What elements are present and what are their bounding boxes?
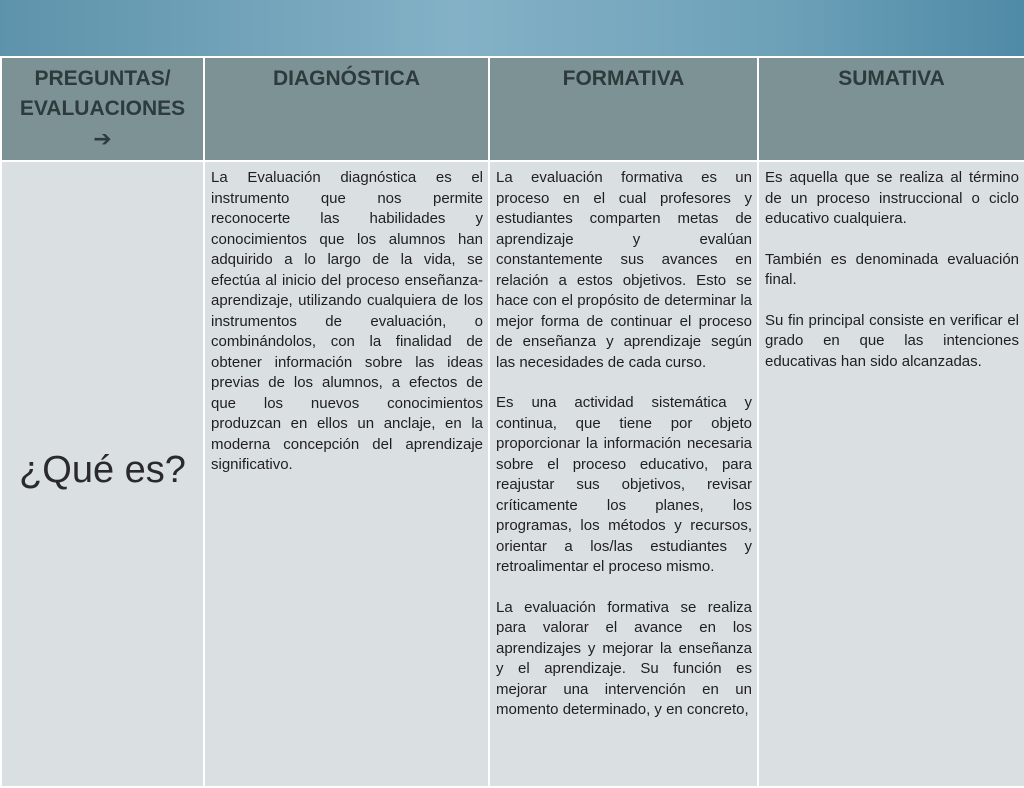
sumativa-cell	[758, 161, 1024, 787]
sumativa-paragraph-2: También es denominada evaluación final.	[765, 250, 1019, 288]
header-questions-evaluations	[1, 57, 204, 161]
header-sumativa: SUMATIVA	[758, 57, 1024, 161]
header-col1-line1: PREGUNTAS/	[34, 67, 171, 90]
sumativa-paragraph-1: Es aquella que se realiza al término de un proceso instruccional o ciclo educativo cualquiera.	[765, 169, 1019, 227]
question-cell: ¿Qué es?	[1, 161, 204, 787]
formativa-paragraph-1: La evaluación formativa es un proceso en el cual profesores y estudiantes comparten metas de aprendizaje y evalúan constantemente sus avances en relación a estos objetivos. Esto se hace con el propósito de determinar la mejor forma de continuar el proceso de enseñanza y aprendizaje según las necesidades de cada curso.	[496, 169, 752, 371]
header-col1-line2: EVALUACIONES	[19, 97, 186, 120]
header-formativa: FORMATIVA	[489, 57, 758, 161]
header-diagnostica: DIAGNÓSTICA	[204, 57, 489, 161]
formativa-cell	[489, 161, 758, 787]
formativa-paragraph-2: Es una actividad sistemática y continua, que tiene por objeto proporcionar la información necesaria sobre el proceso educativo, para reajustar sus objetivos, revisar críticamente los planes, los programas, los métodos y recursos, orientar a los/las estudiantes y retroalimentar el proceso mismo.	[496, 394, 752, 575]
right-arrow-icon: ➔	[93, 126, 112, 151]
title-banner	[0, 0, 1024, 56]
diagnostica-paragraph: La Evaluación diagnóstica es el instrumento que nos permite reconocerte las habilidades y conocimientos que los alumnos han adquirido a lo largo de la vida, se efectúa al inicio del proceso enseñanza-aprendizaje, utilizando cualquiera de los instrumentos de evaluación, o combinándolos, con la finalidad de obtener información sobre las ideas previas de los alumnos, a efectos de que los nuevos conocimientos produzcan en ellos un anclaje, en la moderna concepción del aprendizaje significativo.	[211, 169, 483, 473]
table-row	[1, 161, 1024, 787]
evaluation-table	[0, 56, 1024, 788]
formativa-paragraph-3: La evaluación formativa se realiza para valorar el avance en los aprendizajes y mejorar la enseñanza y el aprendizaje. Su función es mejorar una intervención en un momento determinado, y en concreto,	[496, 598, 752, 718]
diagnostica-cell	[204, 161, 489, 787]
sumativa-paragraph-3: Su fin principal consiste en verificar el grado en que las intenciones educativas han sido alcanzadas.	[765, 311, 1019, 370]
header-row	[1, 57, 1024, 161]
